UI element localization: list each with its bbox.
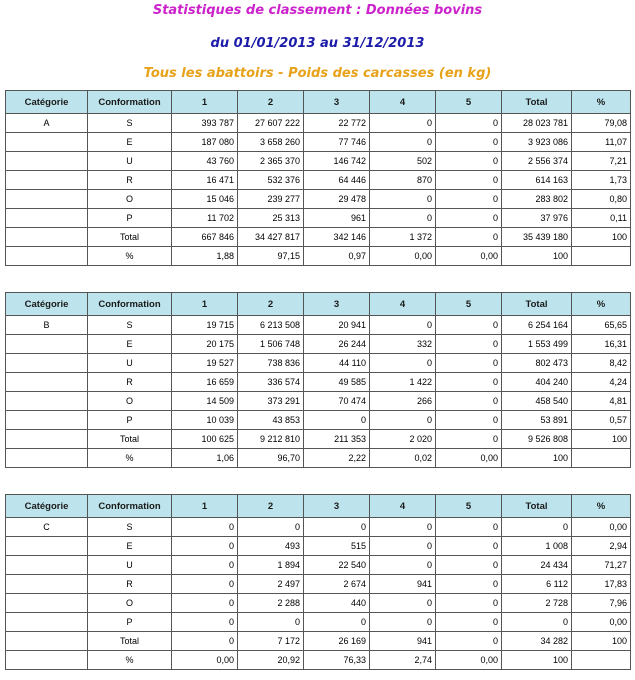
conformation-cell: E [88, 133, 172, 152]
value-cell: 6 112 [502, 575, 572, 594]
value-cell: 0 [370, 556, 436, 575]
category-cell [6, 335, 88, 354]
column-header: % [572, 91, 631, 114]
category-cell [6, 392, 88, 411]
value-cell: 266 [370, 392, 436, 411]
conformation-cell: O [88, 190, 172, 209]
value-cell: 20 175 [172, 335, 238, 354]
conformation-cell: O [88, 594, 172, 613]
column-header: 2 [238, 495, 304, 518]
column-header: 4 [370, 91, 436, 114]
table-row [6, 133, 631, 152]
value-cell: 35 439 180 [502, 228, 572, 247]
value-cell: 0 [304, 613, 370, 632]
value-cell: 53 891 [502, 411, 572, 430]
value-cell [572, 651, 631, 670]
column-header: 5 [436, 495, 502, 518]
value-cell: 515 [304, 537, 370, 556]
value-cell: 0 [436, 613, 502, 632]
category-cell [6, 632, 88, 651]
report-title: Statistiques de classement : Données bovins [152, 3, 483, 18]
value-cell: 0 [436, 133, 502, 152]
value-cell: 283 802 [502, 190, 572, 209]
column-header: Conformation [88, 293, 172, 316]
table-row [6, 228, 631, 247]
value-cell: 0 [502, 518, 572, 537]
value-cell: 0 [436, 190, 502, 209]
category-cell [6, 575, 88, 594]
conformation-cell: R [88, 373, 172, 392]
conformation-cell: Total [88, 632, 172, 651]
value-cell: 0,11 [572, 209, 631, 228]
column-header: 5 [436, 293, 502, 316]
value-cell: 10 039 [172, 411, 238, 430]
value-cell: 0 [172, 537, 238, 556]
category-cell [6, 354, 88, 373]
value-cell: 79,08 [572, 114, 631, 133]
value-cell: 2,94 [572, 537, 631, 556]
table-row [6, 209, 631, 228]
conformation-cell: % [88, 247, 172, 266]
value-cell: 0 [238, 613, 304, 632]
value-cell: 404 240 [502, 373, 572, 392]
category-cell [6, 171, 88, 190]
category-cell [6, 133, 88, 152]
category-cell [6, 152, 88, 171]
value-cell: 11 702 [172, 209, 238, 228]
value-cell [572, 449, 631, 468]
value-cell: 43 853 [238, 411, 304, 430]
conformation-cell: P [88, 209, 172, 228]
value-cell: 0 [238, 518, 304, 537]
value-cell: 70 474 [304, 392, 370, 411]
value-cell: 43 760 [172, 152, 238, 171]
value-cell: 6 213 508 [238, 316, 304, 335]
conformation-cell: R [88, 575, 172, 594]
category-cell [6, 228, 88, 247]
value-cell: 25 313 [238, 209, 304, 228]
table-row [6, 152, 631, 171]
conformation-cell: % [88, 449, 172, 468]
value-cell: 19 527 [172, 354, 238, 373]
value-cell: 332 [370, 335, 436, 354]
value-cell: 0 [436, 575, 502, 594]
table-row [6, 114, 631, 133]
table-row [6, 430, 631, 449]
table-row [6, 354, 631, 373]
table-row [6, 632, 631, 651]
value-cell: 1 372 [370, 228, 436, 247]
value-cell: 19 715 [172, 316, 238, 335]
value-cell: 2 674 [304, 575, 370, 594]
value-cell: 49 585 [304, 373, 370, 392]
value-cell: 0 [436, 430, 502, 449]
value-cell: 76,33 [304, 651, 370, 670]
conformation-cell: P [88, 613, 172, 632]
value-cell: 0 [370, 411, 436, 430]
column-header: 4 [370, 293, 436, 316]
value-cell: 0,02 [370, 449, 436, 468]
value-cell: 239 277 [238, 190, 304, 209]
value-cell: 146 742 [304, 152, 370, 171]
value-cell: 2 020 [370, 430, 436, 449]
value-cell: 34 427 817 [238, 228, 304, 247]
value-cell: 0 [436, 114, 502, 133]
table-row [6, 613, 631, 632]
value-cell: 16 659 [172, 373, 238, 392]
table-row [6, 335, 631, 354]
column-header: Catégorie [6, 91, 88, 114]
column-header: Total [502, 91, 572, 114]
conformation-cell: S [88, 114, 172, 133]
value-cell: 2 556 374 [502, 152, 572, 171]
value-cell: 870 [370, 171, 436, 190]
value-cell: 34 282 [502, 632, 572, 651]
value-cell: 26 244 [304, 335, 370, 354]
column-header: 2 [238, 293, 304, 316]
table-row [6, 411, 631, 430]
table-row [6, 518, 631, 537]
value-cell: 0 [370, 518, 436, 537]
value-cell: 8,42 [572, 354, 631, 373]
column-header: % [572, 293, 631, 316]
value-cell: 614 163 [502, 171, 572, 190]
value-cell: 22 772 [304, 114, 370, 133]
table-row [6, 537, 631, 556]
column-header: Total [502, 495, 572, 518]
conformation-cell: E [88, 335, 172, 354]
table-row [6, 449, 631, 468]
conformation-cell: Total [88, 430, 172, 449]
value-cell: 0,57 [572, 411, 631, 430]
value-cell: 502 [370, 152, 436, 171]
value-cell: 65,65 [572, 316, 631, 335]
value-cell: 0 [436, 171, 502, 190]
value-cell: 2,22 [304, 449, 370, 468]
table-row [6, 247, 631, 266]
value-cell: 0,00 [436, 247, 502, 266]
value-cell: 0 [436, 594, 502, 613]
table-row [6, 171, 631, 190]
value-cell: 1,88 [172, 247, 238, 266]
value-cell: 458 540 [502, 392, 572, 411]
value-cell: 373 291 [238, 392, 304, 411]
value-cell: 6 254 164 [502, 316, 572, 335]
value-cell: 1 553 499 [502, 335, 572, 354]
value-cell: 0 [436, 152, 502, 171]
value-cell: 15 046 [172, 190, 238, 209]
value-cell: 0 [436, 518, 502, 537]
value-cell: 0 [370, 190, 436, 209]
value-cell: 27 607 222 [238, 114, 304, 133]
column-header: 3 [304, 495, 370, 518]
category-cell: A [6, 114, 88, 133]
column-header: Catégorie [6, 293, 88, 316]
category-cell [6, 613, 88, 632]
value-cell: 77 746 [304, 133, 370, 152]
table-row [6, 594, 631, 613]
table-category-c [5, 494, 631, 670]
value-cell: 2,74 [370, 651, 436, 670]
value-cell: 211 353 [304, 430, 370, 449]
value-cell: 342 146 [304, 228, 370, 247]
report-period: du 01/01/2013 au 31/12/2013 [210, 36, 425, 51]
value-cell: 0 [502, 613, 572, 632]
value-cell: 97,15 [238, 247, 304, 266]
value-cell [572, 247, 631, 266]
value-cell: 3 658 260 [238, 133, 304, 152]
value-cell: 100 [572, 228, 631, 247]
value-cell: 0 [436, 209, 502, 228]
table-row [6, 373, 631, 392]
category-cell [6, 247, 88, 266]
value-cell: 71,27 [572, 556, 631, 575]
conformation-cell: E [88, 537, 172, 556]
value-cell: 37 976 [502, 209, 572, 228]
value-cell: 802 473 [502, 354, 572, 373]
value-cell: 9 212 810 [238, 430, 304, 449]
value-cell: 0 [304, 518, 370, 537]
value-cell: 1 422 [370, 373, 436, 392]
value-cell: 24 434 [502, 556, 572, 575]
category-cell [6, 209, 88, 228]
value-cell: 0 [436, 316, 502, 335]
category-cell [6, 449, 88, 468]
column-header: Total [502, 293, 572, 316]
conformation-cell: S [88, 316, 172, 335]
value-cell: 532 376 [238, 171, 304, 190]
value-cell: 26 169 [304, 632, 370, 651]
value-cell: 0 [370, 537, 436, 556]
category-cell [6, 430, 88, 449]
value-cell: 1 894 [238, 556, 304, 575]
value-cell: 336 574 [238, 373, 304, 392]
value-cell: 11,07 [572, 133, 631, 152]
value-cell: 22 540 [304, 556, 370, 575]
value-cell: 0 [172, 632, 238, 651]
value-cell: 0 [436, 556, 502, 575]
column-header: 1 [172, 91, 238, 114]
value-cell: 4,81 [572, 392, 631, 411]
value-cell: 14 509 [172, 392, 238, 411]
conformation-cell: S [88, 518, 172, 537]
value-cell: 100 [502, 651, 572, 670]
value-cell: 0 [370, 316, 436, 335]
value-cell: 0 [370, 594, 436, 613]
conformation-cell: P [88, 411, 172, 430]
value-cell: 667 846 [172, 228, 238, 247]
value-cell: 0 [304, 411, 370, 430]
value-cell: 0,80 [572, 190, 631, 209]
header-row [6, 495, 631, 518]
value-cell: 7 172 [238, 632, 304, 651]
table-row [6, 316, 631, 335]
column-header: Catégorie [6, 495, 88, 518]
value-cell: 29 478 [304, 190, 370, 209]
conformation-cell: U [88, 354, 172, 373]
value-cell: 0 [370, 114, 436, 133]
header-row [6, 91, 631, 114]
value-cell: 100 [572, 632, 631, 651]
value-cell: 0 [172, 556, 238, 575]
column-header: 5 [436, 91, 502, 114]
table-row [6, 392, 631, 411]
value-cell: 3 923 086 [502, 133, 572, 152]
value-cell: 0 [172, 613, 238, 632]
value-cell: 20,92 [238, 651, 304, 670]
value-cell: 0 [370, 354, 436, 373]
value-cell: 0,00 [370, 247, 436, 266]
conformation-cell: U [88, 556, 172, 575]
value-cell: 1,73 [572, 171, 631, 190]
value-cell: 2 365 370 [238, 152, 304, 171]
value-cell: 28 023 781 [502, 114, 572, 133]
category-cell [6, 190, 88, 209]
conformation-cell: O [88, 392, 172, 411]
value-cell: 0 [436, 411, 502, 430]
column-header: Conformation [88, 91, 172, 114]
value-cell: 941 [370, 632, 436, 651]
value-cell: 2 497 [238, 575, 304, 594]
value-cell: 100 [502, 449, 572, 468]
value-cell: 393 787 [172, 114, 238, 133]
value-cell: 2 288 [238, 594, 304, 613]
value-cell: 0 [436, 537, 502, 556]
column-header: 1 [172, 293, 238, 316]
header-row [6, 293, 631, 316]
conformation-cell: % [88, 651, 172, 670]
value-cell: 440 [304, 594, 370, 613]
value-cell: 7,21 [572, 152, 631, 171]
value-cell: 20 941 [304, 316, 370, 335]
category-cell [6, 373, 88, 392]
value-cell: 100 625 [172, 430, 238, 449]
value-cell: 187 080 [172, 133, 238, 152]
value-cell: 941 [370, 575, 436, 594]
value-cell: 17,83 [572, 575, 631, 594]
value-cell: 16,31 [572, 335, 631, 354]
conformation-cell: U [88, 152, 172, 171]
value-cell: 493 [238, 537, 304, 556]
conformation-cell: R [88, 171, 172, 190]
column-header: 1 [172, 495, 238, 518]
value-cell: 0 [436, 632, 502, 651]
table-category-a [5, 90, 631, 266]
column-header: 3 [304, 91, 370, 114]
category-cell [6, 594, 88, 613]
value-cell: 961 [304, 209, 370, 228]
category-cell: B [6, 316, 88, 335]
value-cell: 738 836 [238, 354, 304, 373]
category-cell [6, 651, 88, 670]
table-row [6, 556, 631, 575]
value-cell: 0 [436, 228, 502, 247]
value-cell: 0,00 [436, 449, 502, 468]
value-cell: 1,06 [172, 449, 238, 468]
value-cell: 0 [370, 133, 436, 152]
value-cell: 96,70 [238, 449, 304, 468]
value-cell: 0,00 [172, 651, 238, 670]
value-cell: 100 [502, 247, 572, 266]
category-cell [6, 537, 88, 556]
column-header: Conformation [88, 495, 172, 518]
value-cell: 9 526 808 [502, 430, 572, 449]
category-cell [6, 556, 88, 575]
column-header: 2 [238, 91, 304, 114]
value-cell: 100 [572, 430, 631, 449]
value-cell: 0 [370, 613, 436, 632]
report-subtitle: Tous les abattoirs - Poids des carcasses (en kg) [143, 66, 492, 81]
value-cell: 1 008 [502, 537, 572, 556]
value-cell: 0,97 [304, 247, 370, 266]
value-cell: 0 [172, 518, 238, 537]
value-cell: 2 728 [502, 594, 572, 613]
value-cell: 0,00 [572, 518, 631, 537]
category-cell: C [6, 518, 88, 537]
table-row [6, 575, 631, 594]
value-cell: 0 [370, 209, 436, 228]
value-cell: 0 [436, 354, 502, 373]
table-category-b [5, 292, 631, 468]
category-cell [6, 411, 88, 430]
column-header: % [572, 495, 631, 518]
table-row [6, 651, 631, 670]
conformation-cell: Total [88, 228, 172, 247]
value-cell: 1 506 748 [238, 335, 304, 354]
value-cell: 44 110 [304, 354, 370, 373]
value-cell: 0 [436, 392, 502, 411]
column-header: 4 [370, 495, 436, 518]
value-cell: 0,00 [436, 651, 502, 670]
column-header: 3 [304, 293, 370, 316]
value-cell: 7,96 [572, 594, 631, 613]
value-cell: 64 446 [304, 171, 370, 190]
value-cell: 16 471 [172, 171, 238, 190]
value-cell: 0,00 [572, 613, 631, 632]
table-row [6, 190, 631, 209]
value-cell: 0 [172, 575, 238, 594]
value-cell: 0 [436, 373, 502, 392]
value-cell: 0 [436, 335, 502, 354]
value-cell: 0 [172, 594, 238, 613]
value-cell: 4,24 [572, 373, 631, 392]
